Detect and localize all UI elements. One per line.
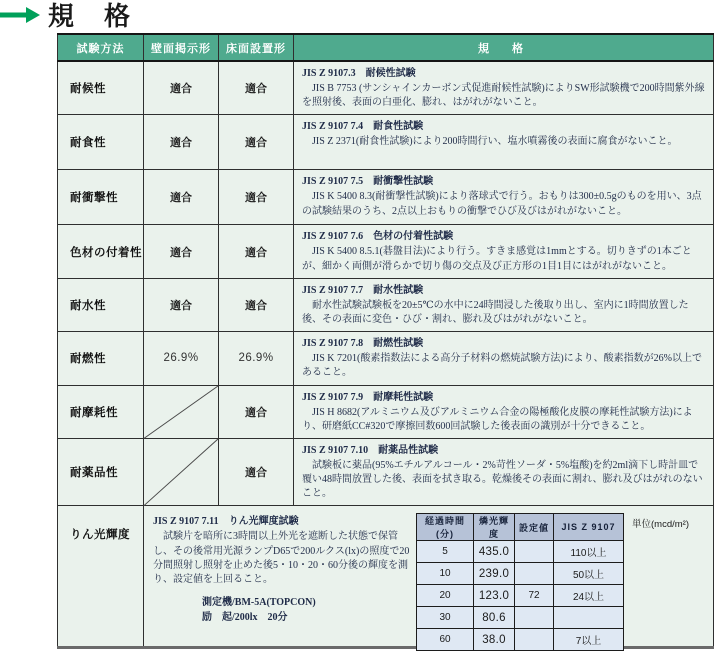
row-label: 耐薬品性 xyxy=(58,438,144,506)
spec-table xyxy=(57,33,714,649)
spec-cell xyxy=(294,438,714,506)
row-label: 耐食性 xyxy=(58,115,144,170)
spec-title: JIS Z 9107 7.11 りん光輝度試験 xyxy=(153,516,299,528)
table-row-corrosion xyxy=(58,115,714,170)
wall-value: 適合 xyxy=(144,61,219,115)
floor-value: 適合 xyxy=(219,115,294,170)
spec-body: JIS K 5400 8.3(耐衝撃性試験)により落球式で行う。おもりは300±0.5gのものを用い、3点の試験結果のうち、2点以上おもりの衝撃でひび及びはがれがないこと。 xyxy=(302,191,702,217)
spec-block xyxy=(153,515,411,587)
spec-title: JIS Z 9107 7.10 耐薬品性試験 xyxy=(302,444,439,456)
spec-title: JIS Z 9107 7.5 耐衝撃性試験 xyxy=(302,176,434,188)
right-arrow-icon xyxy=(0,7,40,23)
set-value xyxy=(515,607,554,629)
row-label: りん光輝度 xyxy=(58,506,144,648)
jis-requirement: 24以上 xyxy=(554,585,624,607)
jis-requirement: 110以上 xyxy=(554,541,624,563)
col-header-test-method: 試験方法 xyxy=(58,34,144,61)
spec-body: JIS Z 2371(耐食性試験)により200時間行い、塩水噴霧後の表面に腐食がないこと。 xyxy=(312,136,678,148)
set-value xyxy=(515,541,554,563)
floor-value: 適合 xyxy=(219,385,294,438)
page-title: 規 格 xyxy=(48,1,133,31)
luminance-row xyxy=(417,541,624,563)
col-header-floor-type: 床面設置形 xyxy=(219,34,294,61)
phosphorescence-cell xyxy=(144,506,714,648)
spec-cell xyxy=(294,225,714,278)
spec-body: JIS K 7201(酸素指数法による高分子材料の燃焼試験方法)により、酸素指数が26%以上であること。 xyxy=(302,353,702,379)
row-label: 耐摩耗性 xyxy=(58,385,144,438)
row-label: 耐衝撃性 xyxy=(58,170,144,225)
table-row-water xyxy=(58,278,714,331)
col-header-spec: 規 格 xyxy=(294,34,714,61)
floor-value: 適合 xyxy=(219,278,294,331)
elapsed-time: 5 xyxy=(417,541,474,563)
spec-cell xyxy=(294,115,714,170)
measurement-device-info xyxy=(202,595,316,625)
col-elapsed-time: 経過時間(分) xyxy=(417,514,474,541)
luminance-value: 435.0 xyxy=(474,541,515,563)
na-diagonal-cell xyxy=(144,385,219,438)
spec-title: JIS Z 9107 7.9 耐摩耗性試験 xyxy=(302,391,434,403)
table-row-impact xyxy=(58,170,714,225)
table-row-abrasion xyxy=(58,385,714,438)
set-value: 72 xyxy=(515,585,554,607)
device-line: 測定機/BM-5A(TOPCON) xyxy=(202,597,316,609)
elapsed-time: 10 xyxy=(417,563,474,585)
elapsed-time: 20 xyxy=(417,585,474,607)
luminance-row xyxy=(417,629,624,651)
row-label: 耐燃性 xyxy=(58,332,144,385)
luminance-row xyxy=(417,563,624,585)
wall-value: 適合 xyxy=(144,278,219,331)
elapsed-time: 30 xyxy=(417,607,474,629)
luminance-row xyxy=(417,585,624,607)
row-label: 色材の付着性 xyxy=(58,225,144,278)
wall-value: 26.9% xyxy=(144,332,219,385)
floor-value: 適合 xyxy=(219,170,294,225)
elapsed-time: 60 xyxy=(417,629,474,651)
spec-title: JIS Z 9107 7.6 色材の付着性試験 xyxy=(302,231,454,243)
row-label: 耐水性 xyxy=(58,278,144,331)
wall-value: 適合 xyxy=(144,225,219,278)
spec-title: JIS Z 9107 7.7 耐水性試験 xyxy=(302,284,424,296)
col-header-wall-type: 壁面掲示形 xyxy=(144,34,219,61)
na-diagonal-cell xyxy=(144,438,219,506)
table-row-flame xyxy=(58,332,714,385)
col-set-value: 設定値 xyxy=(515,514,554,541)
spec-cell xyxy=(294,170,714,225)
unit-label: 単位(mcd/m²) xyxy=(632,519,689,531)
spec-cell xyxy=(294,61,714,115)
spec-title: JIS Z 9107 7.4 耐食性試験 xyxy=(302,121,424,133)
floor-value: 適合 xyxy=(219,61,294,115)
floor-value: 26.9% xyxy=(219,332,294,385)
row-label: 耐候性 xyxy=(58,61,144,115)
table-row-chemical xyxy=(58,438,714,506)
jis-requirement: 50以上 xyxy=(554,563,624,585)
table-row-phosphorescence xyxy=(58,506,714,648)
luminance-row xyxy=(417,607,624,629)
col-jis: JIS Z 9107 xyxy=(554,514,624,541)
luminance-value: 80.6 xyxy=(474,607,515,629)
spec-cell xyxy=(294,278,714,331)
spec-body: JIS K 5400 8.5.1(碁盤目法)により行う。すきま感覚は1mmとする。切りきずの1本ごとが、細かく両側が滑らかで切り傷の交点及び正方形の1目1目にはがれがないこと。 xyxy=(302,246,692,272)
floor-value: 適合 xyxy=(219,438,294,506)
spec-body: JIS H 8682(アルミニウム及びアルミニウム合金の陽極酸化皮膜の摩耗性試験方法)により、研磨紙CC#320で摩擦回数600回試験した後表面の識別が十分できること。 xyxy=(302,406,693,432)
luminance-header-row xyxy=(417,514,624,541)
spec-body: 耐水性試験試験板を20±5℃の水中に24時間浸した後取り出し、室内に1時間放置した後、その表面に変色・ひび・割れ、膨れ及びはがれがないこと。 xyxy=(302,299,689,325)
jis-requirement: 7以上 xyxy=(554,629,624,651)
luminance-value: 239.0 xyxy=(474,563,515,585)
spec-cell xyxy=(294,332,714,385)
wall-value: 適合 xyxy=(144,115,219,170)
col-luminance: 燐光輝度 xyxy=(474,514,515,541)
luminance-value: 123.0 xyxy=(474,585,515,607)
table-row-weather xyxy=(58,61,714,115)
spec-body: 試験片を暗所に3時間以上外光を遮断した状態で保管し、その後常用光源ランプD65で200ルクス(lx)の照度で20分間照射し照射を止めた後5・10・20・60分後の輝度を測り、設定値を上回ること。 xyxy=(153,531,410,585)
spec-body: 試験板に薬品(95%エチルアルコール・2%苛性ソーダ・5%塩酸)を約2ml滴下し時計皿で覆い48時間放置した後、表面を拭き取る。乾燥後その表面に割れ、膨れ及びはがれのないこと。 xyxy=(302,459,703,500)
spec-cell xyxy=(294,385,714,438)
table-row-adhesion xyxy=(58,225,714,278)
set-value xyxy=(515,563,554,585)
luminance-table xyxy=(416,513,624,651)
wall-value: 適合 xyxy=(144,170,219,225)
spec-title: JIS Z 9107 7.8 耐燃性試験 xyxy=(302,338,424,350)
spec-body: JIS B 7753 (サンシャインカーボン式促進耐候性試験)によりSW形試験機で200時間紫外線を照射後、表面の白亜化、膨れ、はがれがないこと。 xyxy=(302,83,705,109)
jis-requirement xyxy=(554,607,624,629)
floor-value: 適合 xyxy=(219,225,294,278)
header-row xyxy=(58,34,714,61)
spec-title: JIS Z 9107.3 耐候性試験 xyxy=(302,68,416,79)
luminance-value: 38.0 xyxy=(474,629,515,651)
device-line: 励 起/200lx 20分 xyxy=(202,612,288,624)
set-value xyxy=(515,629,554,651)
